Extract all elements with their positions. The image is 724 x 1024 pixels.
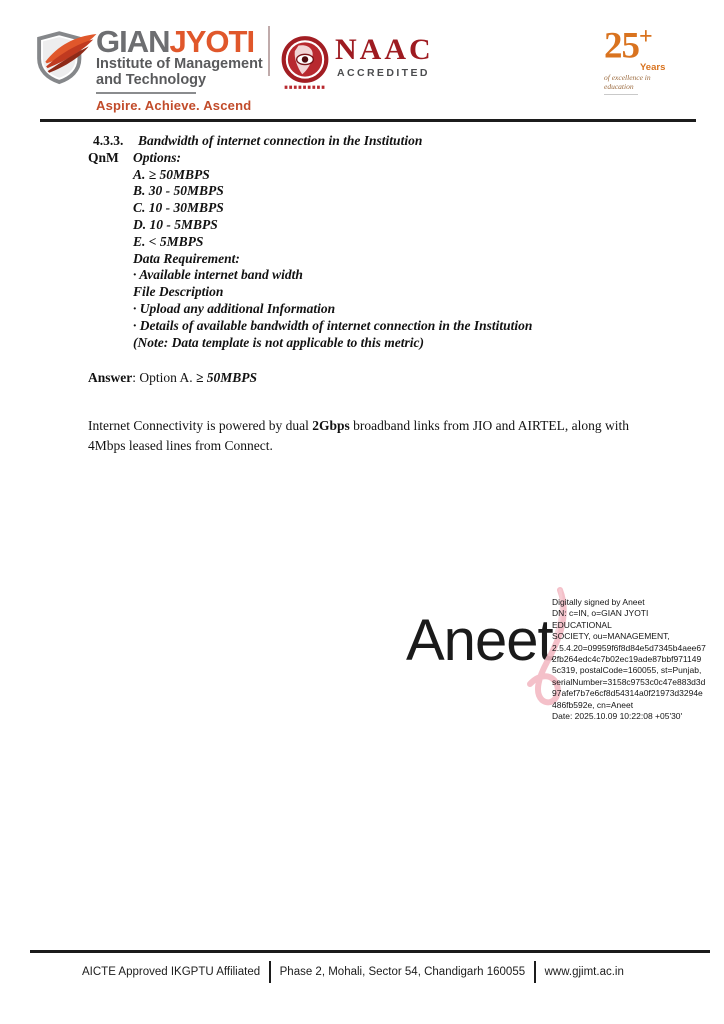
sig-detail-line: 5c319, postalCode=160055, st=Punjab, [552,665,702,676]
naac-wordmark [335,33,434,79]
institute-brand-name [96,24,263,59]
digital-signature-block [406,586,716,726]
explanation-bold-2gbps: 2Gbps [312,417,350,433]
institute-subtitle-line1: Institute of Management [96,56,263,72]
file-item-2: · Details of available bandwidth of internet connection in the Institution [133,317,533,333]
signature-name: Aneet [406,608,553,673]
footer-website: www.gjimt.ac.in [544,966,624,978]
question-qnm-label: QnM [88,149,119,165]
sig-detail-line: Digitally signed by Aneet [552,597,645,607]
footer-separator [534,961,536,983]
years-label: Years [640,62,666,74]
institute-wordmark [96,24,263,113]
naac-name: NAAC [335,33,434,66]
years-number: 25+ [604,24,652,67]
brand-jyoti: JYOTI [169,24,255,59]
institute-shield-logo [36,26,98,95]
option-b: B. 30 - 50MBPS [133,183,224,199]
answer-value: ≥ 50MBPS [196,370,258,385]
data-requirement-item: · Available internet band width [133,267,303,283]
sig-detail-line: 2fb264edc4c7b02ec19ade87bbf971149 [552,654,702,665]
sig-detail-line: SOCIETY, ou=MANAGEMENT, [552,631,670,642]
footer [82,961,624,983]
question-title: Bandwidth of internet connection in the Institution [138,133,423,148]
answer-label: Answer [88,370,133,385]
option-e: E. < 5MBPS [133,233,204,249]
shield-wing-icon [36,26,98,90]
question-block [88,133,532,351]
option-c: C. 10 - 30MBPS [133,200,224,216]
naac-emblem-icon [280,35,330,95]
footer-separator [269,961,271,983]
question-note: (Note: Data template is not applicable to this metric) [133,334,424,350]
years-25-badge [604,21,690,95]
footer-affiliation: AICTE Approved IKGPTU Affiliated [82,966,261,978]
years-subtext-line1: of excellence in [604,73,651,83]
footer-address: Phase 2, Mohali, Sector 54, Chandigarh 160055 [279,966,526,978]
question-details [133,167,532,352]
header-horizontal-rule [40,119,696,122]
file-description-label: File Description [133,284,224,300]
file-item-1: · Upload any additional Information [133,300,336,316]
years-subtext-line2: education [604,81,634,91]
question-options-label: Options: [133,149,182,165]
sig-detail-line: Date: 2025.10.09 10:22:08 +05'30' [552,711,683,722]
brand-gian: GIAN [96,24,170,59]
question-number: 4.3.3. [93,133,124,148]
sig-detail-line: DN: c=IN, o=GIAN JYOTI EDUCATIONAL [552,608,649,630]
signature-certificate-details [552,597,708,722]
answer-explanation [88,416,636,457]
answer-mid: : Option A. [132,370,197,385]
option-a: A. ≥ 50MBPS [133,166,210,182]
sig-detail-line: 486fb592e, cn=Aneet [552,699,634,710]
years-underline [604,94,638,95]
footer-horizontal-rule [30,950,710,953]
sig-detail-line: serialNumber=3158c9753c0c47e883d3d [552,676,706,687]
years-plus: + [639,24,652,50]
question-title-row [88,133,532,150]
explanation-text-post: broadband links from JIO and AIRTEL, along with 4Mbps leased lines from Connect. [88,417,630,453]
answer-line [88,370,257,386]
data-requirement-label: Data Requirement: [133,250,240,266]
institute-tagline: Aspire. Achieve. Ascend [96,98,252,113]
option-d: D. 10 - 5MBPS [133,216,218,232]
sig-detail-line: 2.5.4.20=09959f6f8d84e5d7345b4aee67 [552,642,706,653]
sig-detail-line: 97afef7b7e6cf8d54314a0f21973d3294e [552,688,703,699]
header-vertical-divider [268,26,270,76]
brand-divider-line [96,92,196,94]
explanation-text-pre: Internet Connectivity is powered by dual [88,417,313,433]
naac-accreditation-logo [280,35,434,95]
question-qnm-row [88,150,532,167]
naac-accredited-label: ACCREDITED [337,67,430,79]
institute-subtitle-line2: and Technology [96,71,207,88]
